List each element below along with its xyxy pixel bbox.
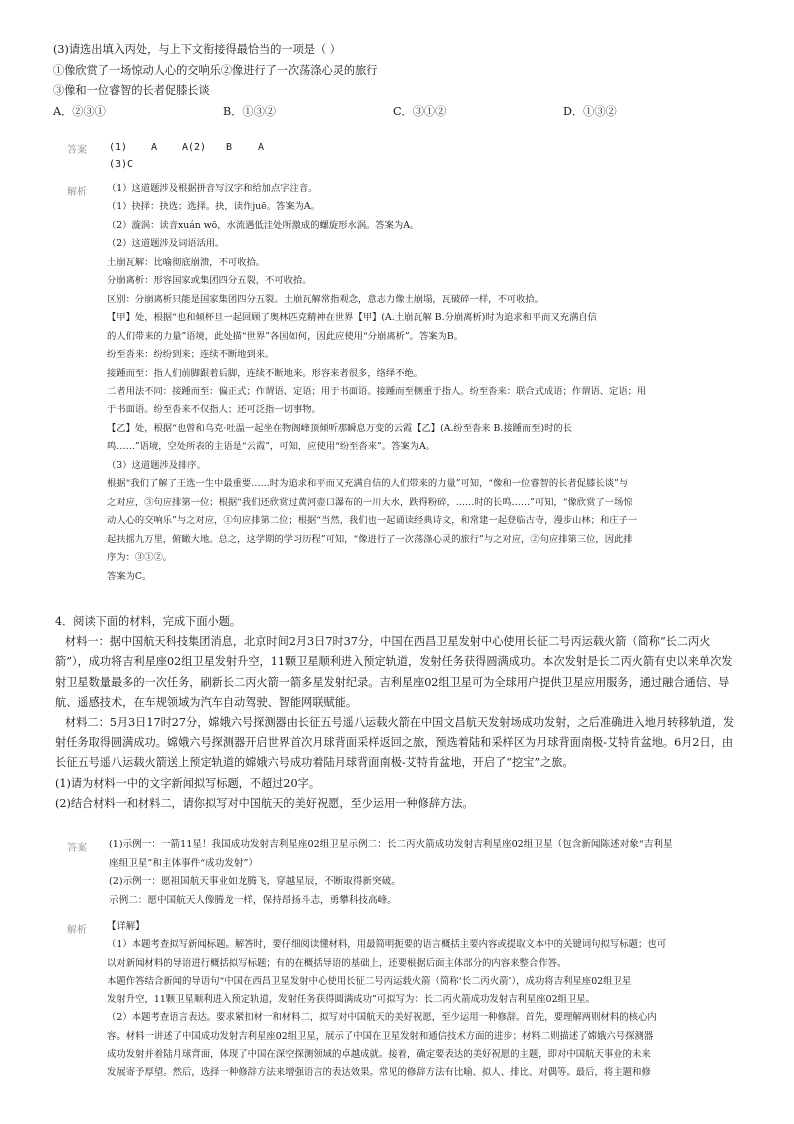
analysis-line: （1）这道题涉及根据拼音写汉字和给加点字注音。 [107, 183, 318, 194]
question-3-stem: (3)请选出填入丙处，与上下文衔接得最恰当的一项是（ ） [53, 43, 341, 56]
material-1-line: 材料一：据中国航天科技集团消息，北京时间2月3日7时37分，中国在西昌卫星发射中心使用长征二号丙运载火箭（简称“长二丙火 [65, 635, 711, 649]
analysis-line: 【甲】处，根据“也和倾杯旦一起回顾了奥林匹克精神在世界【甲】(A.土崩瓦解 B.分崩离析)时为追求和平而又充满自信 [107, 312, 597, 324]
analysis-line: （2）本题考查语言表达。要求紧扣材一和材料二，拟写对中国航天的美好祝愿，至少运用一种修辞。首先，要理解两则材料的核心内 [107, 1012, 657, 1024]
question-4 [55, 612, 745, 814]
analysis-line: （3）这道题涉及排序。 [107, 459, 206, 471]
analysis-line: （1）本题考查拟写新闻标题。解答时，要仔细阅读懂材料，用最简明扼要的语言概括主要内容或提取文本中的关键词句拟写标题；也可 [107, 939, 667, 951]
answer-item: (1) [109, 142, 128, 153]
analysis-line: 成功发射并着陆月球背面，体现了中国在深空探测领域的卓越成就。接着，确定要表达的美好祝愿的主题，即对中国航天事业的未来 [107, 1049, 651, 1061]
analysis-line: 的人们带来的力量”语境，此处描“世界”各国如何，因此应使用“分崩离析”。答案为B。 [107, 330, 463, 342]
analysis-label: 解析 [67, 187, 87, 198]
analysis-line: 二者用法不同：接踵而至：偏正式；作谓语、定语；用于书面语。接踵而至侧重于指人。纷至沓来：联合式成语；作谓语、定语；用 [107, 385, 647, 397]
analysis-line: 本题作答结合新闻的导语句“中国在西昌卫星发射中心使用长征二号丙运载火箭（简称‘长二丙火箭’），成功将吉利星座02组卫星 [107, 975, 632, 987]
material-1-line: 航、遥感技术，在车规领域为汽车自动驾驶、智能网联赋能。 [55, 695, 358, 709]
analysis-label: 解析 [67, 925, 87, 936]
analysis-line: 序为：③①②。 [107, 552, 173, 564]
analysis-line: 区别：分崩离析只能是国家集团四分五裂。土崩瓦解常指观念，意志力像土崩塌，瓦破碎一样，不可收拾。 [107, 293, 544, 305]
answer-label: 答案 [67, 843, 87, 854]
question-4-stem: 4．阅读下面的材料，完成下面小题。 [55, 615, 242, 628]
answer-item: A(2) [182, 142, 207, 153]
analysis-line: 以对新闻材料的导语进行概括拟写标题；有的在概括导语的基础上，还要根据后面主体部分的内容来整合作答。 [107, 957, 567, 969]
analysis-line: 起扶摇九万里，俯瞰大地。总之，这学期的学习历程”可知，“像进行了一次荡涤心灵的旅行”与之对应，②句应排第三位，因此排 [107, 533, 633, 545]
answer-block-2 [109, 836, 729, 910]
answer-row-2: (3)C [109, 159, 134, 170]
sub-question-1: (1)请为材料一中的文字新闻拟写标题，不超过20字。 [55, 776, 321, 790]
analysis-line: （2）漩涡：读音xuán wō，水流遇低洼处所激成的螺旋形水涡。答案为A。 [107, 219, 420, 231]
answer-item: B [226, 142, 233, 153]
analysis-line: 【乙】处，根据“也曾和乌克·吐温一起坐在物阁峰顶倾听那瞬息万变的云霞【乙】(A.纷至沓来 B.接踵而至)时的长 [107, 422, 573, 434]
analysis-line: 土崩瓦解：比喻彻底崩溃，不可收拾。 [107, 256, 266, 268]
analysis-line: 动人心的交响乐”与之对应，①句应排第二位；根据“当然，我们也一起诵读经典诗文，和常建一起登临古寺，漫步山林；和庄子一 [107, 515, 638, 527]
question-3-line-2: ③像和一位睿智的长者促膝长谈 [53, 84, 210, 97]
material-2-line: 长征五号遥八运载火箭送上预定轨道的嫦娥六号成功着陆月球背面南极-艾特肯盆地，开启了“挖宝”之旅。 [55, 756, 574, 770]
analysis-line: （1）抉择：抉选；选择。抉，读作juē。答案为A。 [107, 201, 320, 213]
option-c: C．③①② [393, 104, 447, 118]
analysis-line: 答案为C。 [107, 570, 152, 582]
question-3-line-1: ①像欣赏了一场惊动人心的交响乐②像进行了一次荡涤心灵的旅行 [53, 63, 378, 77]
answer-line: 座组卫星”和主体事件“成功发射”） [109, 857, 259, 869]
material-1-line: 箭”），成功将吉利星座02组卫星发射升空，11颗卫星顺利进入预定轨道，发射任务获得圆满成功。本次发射是长二丙火箭有史以来单次发 [55, 655, 733, 669]
answer-item: A [258, 142, 265, 153]
analysis-line: 发展寄予厚望。然后，选择一种修辞方法来增强语言的表达效果。常见的修辞方法有比喻、拟人、排比、对偶等。最后，将主题和修 [107, 1067, 651, 1079]
analysis-line: （2）这道题涉及词语活用。 [107, 238, 225, 250]
analysis-line: 根据“我们了解了王选一生中最重要……时为追求和平而又充满自信的人们带来的力量”可知，“像和一位睿智的长者促膝长谈”与 [107, 478, 629, 490]
analysis-line: 【详解】 [107, 921, 145, 932]
material-1-line: 射卫星数量最多的一次任务，刷新长二丙火箭一箭多星发射纪录。吉利星座02组卫星可为全球用户提供卫星应用服务，通过融合通信、导 [55, 675, 730, 689]
analysis-line: 容。材料一讲述了中国成功发射吉利星座02组卫星，展示了中国在卫星发射和通信技术方面的进步；材料二则描述了嫦娥六号探测器 [107, 1030, 654, 1042]
analysis-line: 之对应，③句应排第一位；根据“我们还欣赏过黄河壶口瀑布的一川大水，跌得粉碎，……时的长鸣……”可知，“像欣赏了一场惊 [107, 496, 633, 508]
option-a: A．②③① [53, 104, 106, 118]
analysis-block-2 [107, 918, 727, 1083]
material-2-line: 材料二：5月3日17时27分，嫦娥六号探测器由长征五号遥八运载火箭在中国文昌航天发射场成功发射，之后准确进入地月转移轨道，发 [65, 716, 735, 730]
question-3-options [53, 102, 753, 123]
material-2-line: 射任务取得圆满成功。嫦娥六号探测器开启世界首次月球背面采样返回之旅，预选着陆和采样区为月球背面南极-艾特肯盆地。6月2日，由 [55, 736, 734, 750]
analysis-line: 纷至沓来：纷纷到来；连续不断地到来。 [107, 349, 275, 361]
answer-label: 答案 [67, 145, 87, 156]
answer-line: (2)示例一：愿祖国航天事业如龙腾飞，穿越星辰，不断取得新突破。 [109, 876, 401, 887]
option-d: D．①③② [563, 104, 617, 118]
analysis-line: 接踵而至：指人们前脚跟着后脚，连续不断地来。形容来者很多，络绎不绝。 [107, 367, 424, 379]
analysis-block-1 [107, 180, 727, 586]
analysis-line: 于书面语。纷至沓来不仅指人；还可泛指一切事物。 [107, 404, 321, 416]
sub-question-2: (2)结合材料一和材料二，请你拟写对中国航天的美好祝愿，至少运用一种修辞方法。 [55, 796, 474, 810]
analysis-line: 分崩离析：形容国家或集团四分五裂，不可收拾。 [107, 275, 312, 287]
answer-block-1 [109, 139, 264, 173]
analysis-line: 发射升空，11颗卫星顺利进入预定轨道，发射任务获得圆满成功”可拟写为：长二丙火箭成功发射吉利星座02组卫星。 [107, 994, 596, 1006]
answer-item: A [151, 142, 158, 153]
answer-row-1 [109, 139, 264, 156]
analysis-line: 鸣……”语境，空处所表的主语是“云霞”，可知，应使用“纷至沓来”。答案为A。 [107, 441, 435, 453]
answer-line: (1)示例一：一箭11星！我国成功发射吉利星座02组卫星示例二：长二丙火箭成功发射吉利星座02组卫星（包含新闻陈述对象“吉利星 [109, 839, 673, 850]
option-b: B．①③② [223, 104, 276, 118]
question-3 [53, 40, 753, 122]
answer-line: 示例二：愿中国航天人像腾龙一样，保持昂扬斗志，勇攀科技高峰。 [109, 894, 397, 906]
